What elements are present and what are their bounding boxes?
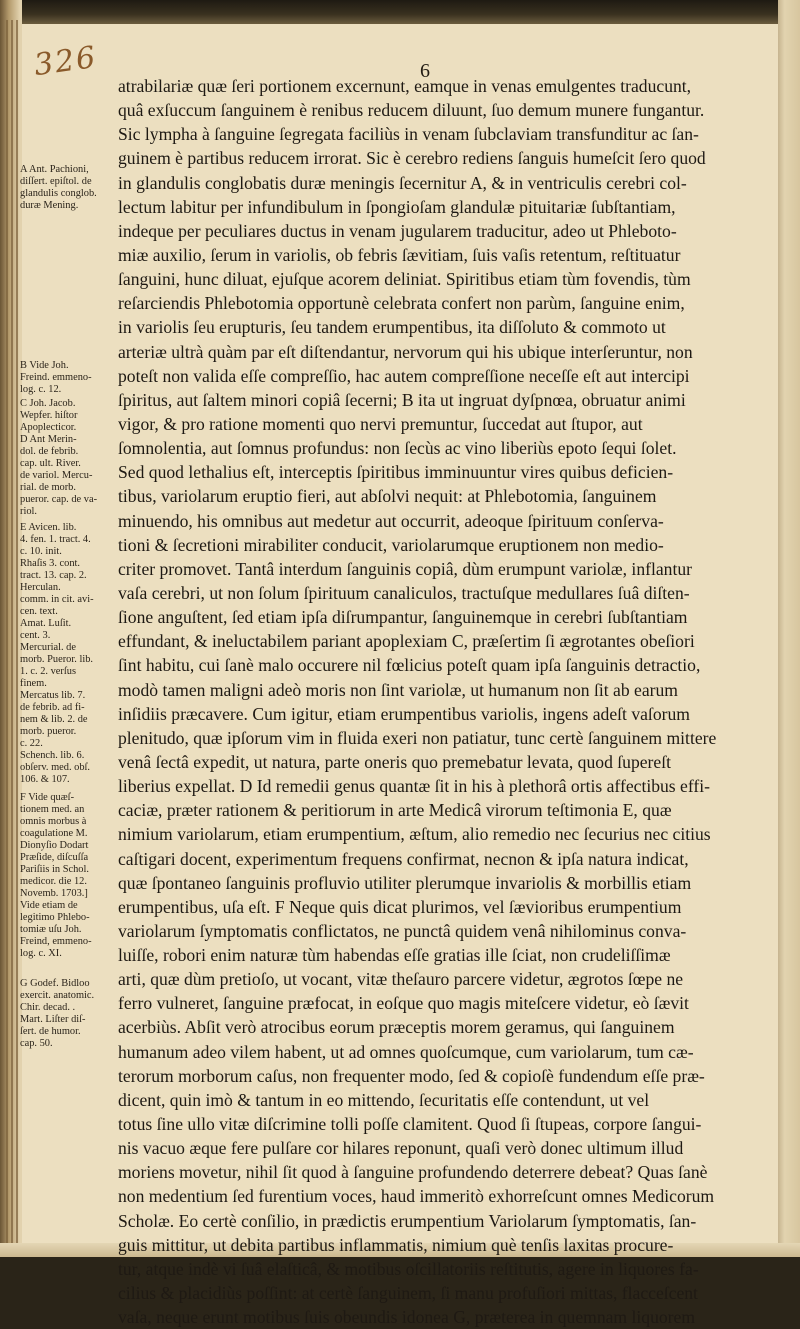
margin-note-line: ſert. de humor.	[20, 1026, 81, 1037]
text-line: erumpentibus, uſa eſt. F Neque quis dicat plurimos, vel ſævioribus erumpentium	[118, 896, 682, 917]
text-line: in variolis ſeu erupturis, ſeu tandem erumpentibus, ita diſſoluto & commoto ut	[118, 317, 666, 338]
text-line: luiſſe, robori enim naturæ tùm habendas eſſe gratias ille ſciat, non crudeliſſimæ	[118, 945, 671, 966]
margin-note-line: Mercurial. de	[20, 642, 76, 653]
margin-note-line: Chir. decad. .	[20, 1002, 76, 1013]
text-line: atrabilariæ quæ ſeri portionem excernunt, eamque in venas emulgentes traducunt,	[118, 76, 692, 96]
text-line: moriens movetur, nihil ſit quod à ſanguine profundendo deterrere debeat? Quas ſanè	[118, 1162, 708, 1183]
text-line: miæ auxilio, ſerum in variolis, ob febris ſævitiam, ſuis vaſis retentum, reſtituatur	[118, 244, 681, 265]
text-line: minuendo, his omnibus aut medetur aut occurrit, adeoque ſpirituum conſerva-	[118, 510, 664, 531]
margin-note-line: Mart. Liſter diſ-	[20, 1014, 86, 1025]
text-line: liberius expellat. D Id remedii genus quantæ ſit in his à plethorâ ortis affectibus effi-	[118, 776, 711, 797]
margin-note-a	[20, 164, 124, 212]
margin-note-line: Wepfer. hiſtor	[20, 410, 78, 421]
margin-note-g	[20, 978, 124, 1050]
text-line: ſint habitu, cui ſanè malo occurere nil fœlicius poteſt quam ipſa ſanguinis detractio,	[118, 655, 701, 676]
text-line: arti, quæ dùm pretioſo, ut vocant, vitæ theſauro parcere videtur, ægrotos ſœpe ne	[118, 969, 684, 990]
text-line: tur, atque indè vi ſuâ elaſticâ, & motibus oſcillatoriis reſtitutis, agere in liquores fa-	[118, 1258, 699, 1279]
text-line: ſanguini, hunc diluat, ejuſque acorem deliniat. Spiritibus etiam tùm fovendis, tùm	[118, 269, 691, 290]
margin-note-line: log. c. XI.	[20, 948, 62, 959]
text-line: arteriæ ultrà quàm par eſt diſtendantur, nervorum qui his ubique interſeruntur, non	[118, 341, 693, 362]
margin-note-line: morb. pueror.	[20, 726, 77, 737]
margin-note-line: C Joh. Jacob.	[20, 398, 76, 409]
margin-note-line: G Godef. Bidloo	[20, 978, 90, 989]
text-line: caſtigari docent, experimentum frequens confirmat, necnon & ipſa natura indicat,	[118, 848, 689, 869]
margin-note-line: E Avicen. lib.	[20, 522, 77, 533]
margin-note-line: Pariſiis in Schol.	[20, 864, 89, 875]
text-line: cilius & placidiùs poſſint: at certè ſanguinem, ſi manu profuſiori mittas, flacceſcent	[118, 1283, 698, 1304]
text-line: variolarum ſymptomatis conflictatos, ne punctâ quidem venâ nihilominus conva-	[118, 920, 687, 941]
margin-note-line: Præſide, diſcuſſa	[20, 852, 89, 863]
margin-note-line: 106. & 107.	[20, 774, 70, 785]
binding-edge	[0, 0, 22, 1257]
margin-note-c	[20, 398, 124, 518]
margin-note-line: cen. text.	[20, 606, 58, 617]
text-line: vaſa, neque erunt motibus ſuis obeundis idonea G, præterea in quemnam liquorem	[118, 1307, 696, 1328]
margin-note-line: Mercatus lib. 7.	[20, 690, 86, 701]
text-line: guinem è partibus reducem irrorat. Sic è cerebro rediens ſanguis humeſcit ſero quod	[118, 148, 706, 169]
text-line: dicent, quin imò & tantum in eo mittendo, ſecuritatis eſſe contendunt, ut vel	[118, 1089, 650, 1110]
margin-note-line: dol. de febrib.	[20, 446, 79, 457]
margin-note-line: c. 10. init.	[20, 546, 62, 557]
text-line: vaſa cerebri, ut non ſolum ſpirituum canaliculos, tractuſque medullares ſuâ diſten-	[118, 582, 690, 603]
margin-note-line: Apoplecticor.	[20, 422, 77, 433]
text-line: poteſt non valida eſſe compreſſio, hac autem compreſſione neceſſe eſt aut intercipi	[118, 365, 690, 386]
margin-note-line: Dionyſio Dodart	[20, 840, 89, 851]
margin-note-line: cent. 3.	[20, 630, 51, 641]
text-line: totus ſine ullo vitæ diſcrimine tolli poſſe clamitent. Quod ſi ſtupeas, corpore ſangui-	[118, 1114, 702, 1135]
margin-note-line: glandulis conglob.	[20, 188, 97, 199]
text-line: ſpiritus, aut ſaltem minori copiâ ſecerni; B ita ut ingruat dyſpnœa, obruatur animi	[118, 389, 686, 410]
margin-note-line: comm. in cit. avi-	[20, 594, 94, 605]
margin-note-line: morb. Pueror. lib.	[20, 654, 94, 665]
margin-note-line: duræ Mening.	[20, 200, 79, 211]
margin-note-line: de variol. Mercu-	[20, 470, 93, 481]
margin-note-f	[20, 792, 124, 960]
margin-note-line: F Vide quæſ-	[20, 792, 75, 803]
page-number: 6	[420, 60, 430, 82]
main-text-block	[118, 74, 774, 1329]
margin-note-line: rial. de morb.	[20, 482, 76, 493]
text-line: terorum morborum caſus, non frequenter modo, ſed & copioſè fundendum eſſe præ-	[118, 1065, 705, 1086]
margin-note-line: legitimo Phlebo-	[20, 912, 90, 923]
text-line: nis vacuo æque fere pulſare cor hilares reponunt, quaſi verò donec ultimum illud	[118, 1138, 684, 1159]
margin-note-line: Freind, emmeno-	[20, 936, 92, 947]
text-line: modò tamen maligni adeò moris non ſint variolæ, ut humanum non ſit ab earum	[118, 679, 678, 700]
text-line: reſarciendis Phlebotomia opportunè celebrata confert non parùm, ſanguine enim,	[118, 293, 685, 314]
text-line: humanum adeo vilem habent, ut ad omnes quoſcumque, cum variolarum, tum cæ-	[118, 1041, 694, 1062]
margin-note-line: Rhaſis 3. cont.	[20, 558, 81, 569]
margin-note-line: Amat. Luſit.	[20, 618, 72, 629]
margin-note-line: diſſert. epiſtol. de	[20, 176, 92, 187]
text-line: ſione anguſtent, ſed etiam ipſa diſrumpantur, ſanguinemque in cerebri ſubſtantiam	[118, 607, 688, 628]
text-line: lectum labitur per infundibulum in ſpongioſam glandulæ pituitariæ ſubſtantiam,	[118, 196, 676, 217]
text-line: plenitudo, quæ ipſorum vim in fluida exeri non patiatur, tunc certè ſanguinem mittere	[118, 727, 717, 748]
text-line: tioni & ſecretioni mirabiliter conducit, variolarumque eruptionem non medio-	[118, 534, 664, 555]
text-line: vigor, & pro ratione momenti quo nervi premuntur, ſuccedat aut ſtupor, aut	[118, 413, 643, 434]
margin-note-line: de febrib. ad fi-	[20, 702, 85, 713]
text-line: Scholæ. Eo certè conſilio, in prædictis erumpentium Variolarum ſymptomatis, ſan-	[118, 1210, 697, 1231]
text-line: in glandulis conglobatis duræ meningis ſecernitur A, & in ventriculis cerebri col-	[118, 172, 687, 193]
text-line: inſidiis præcavere. Cum igitur, etiam erumpentibus variolis, ingens adeſt vaſorum	[118, 703, 690, 724]
text-line: Sic lympha à ſanguine ſegregata faciliùs in venam ſubclaviam transfunditur ac ſan-	[118, 124, 699, 145]
margin-note-line: c. 22.	[20, 738, 43, 749]
margin-note-line: tomiæ uſu Joh.	[20, 924, 82, 935]
margin-note-line: 4. fen. 1. tract. 4.	[20, 534, 91, 545]
margin-note-line: exercit. anatomic.	[20, 990, 95, 1001]
margin-note-line: finem.	[20, 678, 47, 689]
margin-note-line: tionem med. an	[20, 804, 85, 815]
margin-note-line: coagulatione M.	[20, 828, 88, 839]
text-line: ferro vulneret, ſanguine præfocat, in eoſque quo magis miteſcere videtur, eò ſævit	[118, 993, 689, 1014]
margin-note-line: cap. 50.	[20, 1038, 53, 1049]
text-line: tibus, variolarum eruptio fieri, aut abſolvi nequit: at Phlebotomia, ſanguinem	[118, 486, 657, 507]
margin-note-line: obſerv. med. obſ.	[20, 762, 91, 773]
margin-note-line: tract. 13. cap. 2.	[20, 570, 87, 581]
margin-note-line: Schench. lib. 6.	[20, 750, 85, 761]
margin-note-line: medicor. die 12.	[20, 876, 87, 887]
text-line: quæ ſpontaneo ſanguinis profluvio utiliter plerumque invariolis & morbillis etiam	[118, 872, 692, 893]
text-line: Sed quod lethalius eſt, interceptis ſpiritibus imminuuntur vires quibus deficien-	[118, 462, 674, 483]
text-line: effundant, & ineluctabilem pariant apoplexiam C, præſertim ſi ægrotantes obeſiori	[118, 631, 695, 652]
margin-note-e	[20, 522, 124, 786]
margin-note-line: 1. c. 2. verſus	[20, 666, 76, 677]
margin-note-line: Novemb. 1703.]	[20, 888, 88, 899]
text-line: acerbiùs. Abſit verò atrocibus eorum præceptis morem geramus, qui ſanguinem	[118, 1017, 675, 1038]
text-line: criter promovet. Tantâ interdum ſanguinis copiâ, dùm erumpunt variolæ, inflantur	[118, 558, 693, 579]
margin-note-line: cap. ult. River.	[20, 458, 81, 469]
margin-note-line: Herculan.	[20, 582, 61, 593]
margin-note-line: nem & lib. 2. de	[20, 714, 88, 725]
margin-note-line: log. c. 12.	[20, 384, 62, 395]
margin-note-line: riol.	[20, 506, 38, 517]
margin-note-line: A Ant. Pachioni,	[20, 164, 89, 175]
text-line: ſomnolentia, aut ſomnus profundus: non ſecùs ac vino liberiùs epoto ſequi ſolet.	[118, 438, 677, 459]
margin-note-line: Vide etiam de	[20, 900, 78, 911]
margin-note-line: D Ant Merin-	[20, 434, 77, 445]
text-line: indeque per peculiares ductus in venam jugularem traducitur, adeo ut Phleboto-	[118, 220, 677, 241]
top-shadow	[0, 0, 800, 24]
text-line: venâ ſectâ expedit, ut natura, parte oneris quo premebatur levata, quod ſupereſt	[118, 751, 672, 772]
handwritten-folio-number: 326	[31, 39, 100, 84]
margin-note-line: pueror. cap. de va-	[20, 494, 98, 505]
text-line: non medentium ſed furentium voces, haud immeritò exhorreſcunt omnes Medicorum	[118, 1186, 715, 1207]
margin-note-line: B Vide Joh.	[20, 360, 69, 371]
text-line: guis mittitur, ut debita partibus inflammatis, nimium què tenſis laxitas procure-	[118, 1234, 674, 1255]
margin-note-line: omnis morbus à	[20, 816, 87, 827]
text-line: caciæ, præter rationem & peritiorum in arte Medicâ virorum teſtimonia E, quæ	[118, 800, 672, 821]
text-line: quâ exſuccum ſanguinem è renibus reducem diluunt, ſuo demum munere fungantur.	[118, 100, 705, 121]
text-line: nimium variolarum, etiam erumpentium, æſtum, alio remedio nec ſecurius nec citius	[118, 824, 711, 845]
margin-note-line: Freind. emmeno-	[20, 372, 92, 383]
margin-note-b	[20, 360, 124, 396]
page-edge	[778, 0, 800, 1257]
